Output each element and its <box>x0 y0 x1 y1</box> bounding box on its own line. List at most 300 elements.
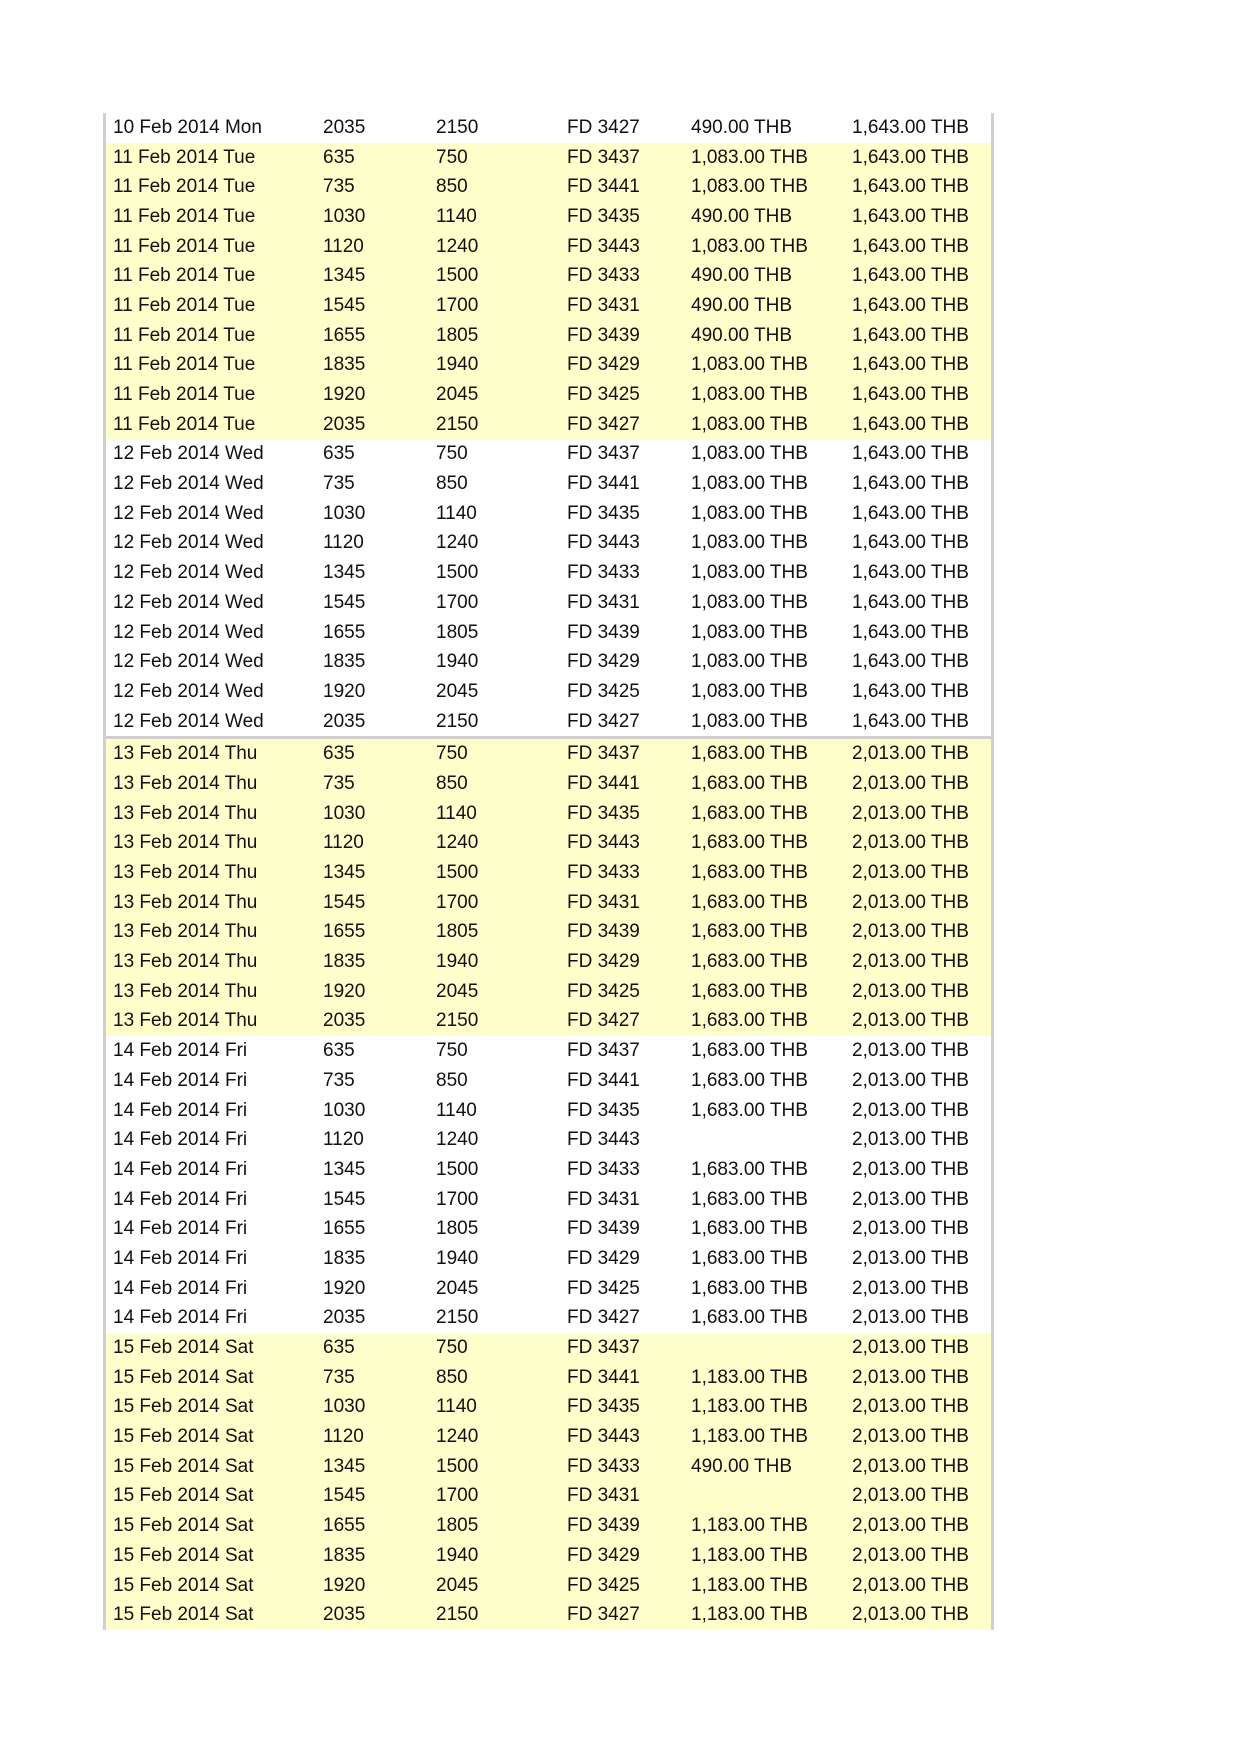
table-row <box>106 291 991 321</box>
fare-cell: 1,083.00 THB <box>691 146 808 168</box>
date-cell: 12 Feb 2014 Wed <box>113 532 264 554</box>
date-cell: 15 Feb 2014 Sat <box>113 1515 254 1537</box>
table-row <box>106 1571 991 1601</box>
table-row <box>106 588 991 618</box>
fare-cell: 1,083.00 THB <box>691 591 808 613</box>
table-row <box>106 499 991 529</box>
table-row <box>106 1155 991 1185</box>
fare-cell: 490.00 THB <box>691 265 793 287</box>
arrival-cell: 1805 <box>436 1218 479 1240</box>
full-fare-cell: 1,643.00 THB <box>852 176 969 198</box>
fare-cell: 1,083.00 THB <box>691 235 808 257</box>
table-row <box>106 172 991 202</box>
full-fare-cell: 2,013.00 THB <box>852 1307 969 1329</box>
table-row <box>106 1066 991 1096</box>
arrival-cell: 1240 <box>436 832 479 854</box>
departure-cell: 1345 <box>323 1158 366 1180</box>
flight-number-cell: FD 3431 <box>567 294 640 316</box>
table-row <box>106 888 991 918</box>
date-cell: 15 Feb 2014 Sat <box>113 1455 254 1477</box>
arrival-cell: 1500 <box>436 562 479 584</box>
departure-cell: 1120 <box>323 532 364 554</box>
full-fare-cell: 2,013.00 THB <box>852 1247 969 1269</box>
departure-cell: 2035 <box>323 1604 366 1626</box>
fare-cell: 1,683.00 THB <box>691 802 808 824</box>
full-fare-cell: 2,013.00 THB <box>852 802 969 824</box>
flight-number-cell: FD 3429 <box>567 1247 640 1269</box>
full-fare-cell: 1,643.00 THB <box>852 324 969 346</box>
date-cell: 11 Feb 2014 Tue <box>113 235 256 257</box>
full-fare-cell: 1,643.00 THB <box>852 116 969 138</box>
flight-number-cell: FD 3429 <box>567 354 640 376</box>
fare-cell: 1,683.00 THB <box>691 1099 808 1121</box>
date-cell: 12 Feb 2014 Wed <box>113 562 264 584</box>
table-row <box>106 529 991 559</box>
departure-cell: 1835 <box>323 951 366 973</box>
departure-cell: 1835 <box>323 1247 366 1269</box>
full-fare-cell: 1,643.00 THB <box>852 651 969 673</box>
flight-number-cell: FD 3441 <box>567 772 640 794</box>
departure-cell: 1920 <box>323 980 366 1002</box>
departure-cell: 635 <box>323 146 355 168</box>
flight-number-cell: FD 3425 <box>567 1574 640 1596</box>
full-fare-cell: 2,013.00 THB <box>852 1040 969 1062</box>
departure-cell: 1920 <box>323 680 366 702</box>
fare-cell: 1,083.00 THB <box>691 680 808 702</box>
date-cell: 13 Feb 2014 Thu <box>113 743 258 765</box>
departure-cell: 1120 <box>323 832 364 854</box>
date-cell: 14 Feb 2014 Fri <box>113 1099 248 1121</box>
table-row <box>106 1125 991 1155</box>
arrival-cell: 1140 <box>436 502 477 524</box>
fare-cell: 1,683.00 THB <box>691 1010 808 1032</box>
departure-cell: 735 <box>323 1069 355 1091</box>
arrival-cell: 1240 <box>436 532 479 554</box>
full-fare-cell: 1,643.00 THB <box>852 294 969 316</box>
flight-number-cell: FD 3433 <box>567 1158 640 1180</box>
date-cell: 14 Feb 2014 Fri <box>113 1188 248 1210</box>
table-row <box>106 1244 991 1274</box>
fare-cell: 1,683.00 THB <box>691 743 808 765</box>
arrival-cell: 2150 <box>436 413 479 435</box>
full-fare-cell: 1,643.00 THB <box>852 680 969 702</box>
arrival-cell: 2150 <box>436 1604 479 1626</box>
flight-number-cell: FD 3443 <box>567 1129 640 1151</box>
flight-number-cell: FD 3425 <box>567 384 640 406</box>
table-row <box>106 1600 991 1630</box>
date-cell: 12 Feb 2014 Wed <box>113 680 264 702</box>
date-cell: 11 Feb 2014 Tue <box>113 384 256 406</box>
date-cell: 14 Feb 2014 Fri <box>113 1277 248 1299</box>
fare-cell: 1,683.00 THB <box>691 891 808 913</box>
fare-cell: 1,683.00 THB <box>691 772 808 794</box>
flight-number-cell: FD 3441 <box>567 176 640 198</box>
fare-cell: 1,183.00 THB <box>691 1544 808 1566</box>
departure-cell: 1655 <box>323 621 366 643</box>
flight-number-cell: FD 3427 <box>567 710 640 732</box>
flight-number-cell: FD 3443 <box>567 532 640 554</box>
arrival-cell: 850 <box>436 473 468 495</box>
fare-cell: 1,083.00 THB <box>691 562 808 584</box>
full-fare-cell: 1,643.00 THB <box>852 621 969 643</box>
fare-cell: 1,683.00 THB <box>691 921 808 943</box>
flight-number-cell: FD 3427 <box>567 1010 640 1032</box>
date-cell: 14 Feb 2014 Fri <box>113 1069 248 1091</box>
full-fare-cell: 2,013.00 THB <box>852 1396 969 1418</box>
fare-cell: 490.00 THB <box>691 116 793 138</box>
departure-cell: 2035 <box>323 1010 366 1032</box>
flight-number-cell: FD 3437 <box>567 443 640 465</box>
flight-number-cell: FD 3437 <box>567 743 640 765</box>
arrival-cell: 750 <box>436 743 468 765</box>
flight-number-cell: FD 3441 <box>567 473 640 495</box>
arrival-cell: 1240 <box>436 235 479 257</box>
departure-cell: 1120 <box>323 1129 364 1151</box>
date-cell: 15 Feb 2014 Sat <box>113 1366 254 1388</box>
flight-number-cell: FD 3425 <box>567 1277 640 1299</box>
departure-cell: 2035 <box>323 413 366 435</box>
arrival-cell: 1940 <box>436 354 479 376</box>
full-fare-cell: 2,013.00 THB <box>852 1337 969 1359</box>
arrival-cell: 1700 <box>436 891 479 913</box>
table-row <box>106 918 991 948</box>
table-row <box>106 1007 991 1037</box>
arrival-cell: 1140 <box>436 205 477 227</box>
flight-number-cell: FD 3443 <box>567 832 640 854</box>
arrival-cell: 1240 <box>436 1426 479 1448</box>
date-cell: 10 Feb 2014 Mon <box>113 116 262 138</box>
table-row <box>106 1452 991 1482</box>
fare-cell: 490.00 THB <box>691 205 793 227</box>
fare-cell: 1,083.00 THB <box>691 532 808 554</box>
date-cell: 14 Feb 2014 Fri <box>113 1247 248 1269</box>
date-cell: 15 Feb 2014 Sat <box>113 1544 254 1566</box>
table-row <box>106 321 991 351</box>
date-cell: 14 Feb 2014 Fri <box>113 1158 248 1180</box>
date-cell: 15 Feb 2014 Sat <box>113 1574 254 1596</box>
arrival-cell: 2150 <box>436 710 479 732</box>
fare-cell: 1,083.00 THB <box>691 443 808 465</box>
flight-number-cell: FD 3431 <box>567 1485 640 1507</box>
full-fare-cell: 2,013.00 THB <box>852 1544 969 1566</box>
fare-cell: 1,183.00 THB <box>691 1574 808 1596</box>
departure-cell: 635 <box>323 443 355 465</box>
date-cell: 11 Feb 2014 Tue <box>113 413 256 435</box>
departure-cell: 1920 <box>323 1574 366 1596</box>
full-fare-cell: 2,013.00 THB <box>852 1366 969 1388</box>
date-cell: 13 Feb 2014 Thu <box>113 1010 258 1032</box>
arrival-cell: 1140 <box>436 1099 477 1121</box>
departure-cell: 1545 <box>323 891 366 913</box>
fare-cell: 1,083.00 THB <box>691 413 808 435</box>
full-fare-cell: 2,013.00 THB <box>852 1188 969 1210</box>
arrival-cell: 1140 <box>436 1396 477 1418</box>
full-fare-cell: 1,643.00 THB <box>852 235 969 257</box>
departure-cell: 1545 <box>323 1485 366 1507</box>
fare-cell: 1,183.00 THB <box>691 1604 808 1626</box>
flight-number-cell: FD 3439 <box>567 1218 640 1240</box>
date-cell: 13 Feb 2014 Thu <box>113 832 258 854</box>
fare-cell: 1,683.00 THB <box>691 862 808 884</box>
date-cell: 12 Feb 2014 Wed <box>113 502 264 524</box>
flight-number-cell: FD 3425 <box>567 980 640 1002</box>
flight-number-cell: FD 3435 <box>567 502 640 524</box>
departure-cell: 1030 <box>323 502 366 524</box>
arrival-cell: 2150 <box>436 1307 479 1329</box>
departure-cell: 1120 <box>323 1426 364 1448</box>
table-row <box>106 1096 991 1126</box>
arrival-cell: 1940 <box>436 1544 479 1566</box>
flight-number-cell: FD 3443 <box>567 235 640 257</box>
fare-cell: 1,683.00 THB <box>691 980 808 1002</box>
full-fare-cell: 1,643.00 THB <box>852 473 969 495</box>
arrival-cell: 850 <box>436 772 468 794</box>
full-fare-cell: 2,013.00 THB <box>852 951 969 973</box>
date-cell: 11 Feb 2014 Tue <box>113 176 256 198</box>
flight-number-cell: FD 3435 <box>567 1396 640 1418</box>
departure-cell: 735 <box>323 772 355 794</box>
flight-number-cell: FD 3441 <box>567 1366 640 1388</box>
table-row <box>106 1541 991 1571</box>
flight-number-cell: FD 3443 <box>567 1426 640 1448</box>
date-cell: 11 Feb 2014 Tue <box>113 205 256 227</box>
departure-cell: 1345 <box>323 562 366 584</box>
date-cell: 12 Feb 2014 Wed <box>113 651 264 673</box>
date-cell: 15 Feb 2014 Sat <box>113 1604 254 1626</box>
departure-cell: 1920 <box>323 1277 366 1299</box>
flight-number-cell: FD 3439 <box>567 1515 640 1537</box>
date-cell: 12 Feb 2014 Wed <box>113 710 264 732</box>
full-fare-cell: 2,013.00 THB <box>852 862 969 884</box>
table-row <box>106 202 991 232</box>
fare-cell: 1,183.00 THB <box>691 1396 808 1418</box>
departure-cell: 1655 <box>323 1515 366 1537</box>
flight-number-cell: FD 3427 <box>567 1307 640 1329</box>
departure-cell: 2035 <box>323 1307 366 1329</box>
full-fare-cell: 2,013.00 THB <box>852 1218 969 1240</box>
fare-cell: 1,083.00 THB <box>691 354 808 376</box>
flight-number-cell: FD 3437 <box>567 1040 640 1062</box>
table-row <box>106 410 991 440</box>
table-row <box>106 380 991 410</box>
fare-cell: 1,083.00 THB <box>691 621 808 643</box>
flight-number-cell: FD 3433 <box>567 1455 640 1477</box>
flight-number-cell: FD 3433 <box>567 562 640 584</box>
full-fare-cell: 1,643.00 THB <box>852 146 969 168</box>
departure-cell: 1030 <box>323 205 366 227</box>
table-row <box>106 799 991 829</box>
fare-cell: 1,183.00 THB <box>691 1426 808 1448</box>
fare-cell: 1,683.00 THB <box>691 1188 808 1210</box>
full-fare-cell: 1,643.00 THB <box>852 710 969 732</box>
fare-cell: 490.00 THB <box>691 1455 793 1477</box>
full-fare-cell: 2,013.00 THB <box>852 1099 969 1121</box>
date-cell: 15 Feb 2014 Sat <box>113 1426 254 1448</box>
flight-number-cell: FD 3427 <box>567 116 640 138</box>
full-fare-cell: 1,643.00 THB <box>852 443 969 465</box>
full-fare-cell: 2,013.00 THB <box>852 1574 969 1596</box>
table-row <box>106 977 991 1007</box>
flight-number-cell: FD 3435 <box>567 1099 640 1121</box>
fare-cell: 1,683.00 THB <box>691 1158 808 1180</box>
full-fare-cell: 1,643.00 THB <box>852 591 969 613</box>
date-cell: 12 Feb 2014 Wed <box>113 443 264 465</box>
full-fare-cell: 2,013.00 THB <box>852 1277 969 1299</box>
fare-cell: 1,683.00 THB <box>691 1069 808 1091</box>
arrival-cell: 2045 <box>436 384 479 406</box>
departure-cell: 1655 <box>323 921 366 943</box>
flight-number-cell: FD 3439 <box>567 921 640 943</box>
arrival-cell: 1805 <box>436 1515 479 1537</box>
full-fare-cell: 2,013.00 THB <box>852 1515 969 1537</box>
fare-cell: 1,083.00 THB <box>691 651 808 673</box>
full-fare-cell: 1,643.00 THB <box>852 354 969 376</box>
full-fare-cell: 1,643.00 THB <box>852 205 969 227</box>
flight-number-cell: FD 3435 <box>567 205 640 227</box>
table-row <box>106 769 991 799</box>
arrival-cell: 1805 <box>436 324 479 346</box>
flight-number-cell: FD 3433 <box>567 862 640 884</box>
arrival-cell: 1805 <box>436 921 479 943</box>
arrival-cell: 750 <box>436 1040 468 1062</box>
arrival-cell: 2150 <box>436 116 479 138</box>
arrival-cell: 750 <box>436 443 468 465</box>
table-row <box>106 113 991 143</box>
date-cell: 14 Feb 2014 Fri <box>113 1040 248 1062</box>
table-row <box>106 1274 991 1304</box>
fare-cell: 1,083.00 THB <box>691 176 808 198</box>
flight-number-cell: FD 3431 <box>567 891 640 913</box>
date-cell: 11 Feb 2014 Tue <box>113 265 256 287</box>
flight-number-cell: FD 3431 <box>567 591 640 613</box>
flight-number-cell: FD 3437 <box>567 146 640 168</box>
fare-cell: 1,083.00 THB <box>691 473 808 495</box>
departure-cell: 1835 <box>323 1544 366 1566</box>
fare-cell: 1,683.00 THB <box>691 1218 808 1240</box>
date-cell: 13 Feb 2014 Thu <box>113 980 258 1002</box>
table-row <box>106 440 991 470</box>
table-row <box>106 647 991 677</box>
full-fare-cell: 2,013.00 THB <box>852 832 969 854</box>
table-row <box>106 1333 991 1363</box>
table-row <box>106 351 991 381</box>
table-row <box>106 1214 991 1244</box>
date-cell: 13 Feb 2014 Thu <box>113 921 258 943</box>
table-row <box>106 1363 991 1393</box>
departure-cell: 1545 <box>323 591 366 613</box>
arrival-cell: 1700 <box>436 1188 479 1210</box>
date-cell: 14 Feb 2014 Fri <box>113 1129 248 1151</box>
full-fare-cell: 2,013.00 THB <box>852 1129 969 1151</box>
date-cell: 14 Feb 2014 Fri <box>113 1218 248 1240</box>
flight-number-cell: FD 3437 <box>567 1337 640 1359</box>
arrival-cell: 1500 <box>436 1158 479 1180</box>
date-cell: 13 Feb 2014 Thu <box>113 891 258 913</box>
table-row <box>106 1304 991 1334</box>
date-cell: 13 Feb 2014 Thu <box>113 951 258 973</box>
full-fare-cell: 2,013.00 THB <box>852 1010 969 1032</box>
flight-number-cell: FD 3433 <box>567 265 640 287</box>
fare-cell: 1,083.00 THB <box>691 710 808 732</box>
full-fare-cell: 2,013.00 THB <box>852 1069 969 1091</box>
date-cell: 11 Feb 2014 Tue <box>113 294 256 316</box>
date-cell: 13 Feb 2014 Thu <box>113 862 258 884</box>
arrival-cell: 1140 <box>436 802 477 824</box>
flight-number-cell: FD 3429 <box>567 1544 640 1566</box>
fare-cell: 490.00 THB <box>691 294 793 316</box>
fare-table <box>103 113 994 1630</box>
fare-cell: 1,683.00 THB <box>691 832 808 854</box>
full-fare-cell: 1,643.00 THB <box>852 413 969 435</box>
arrival-cell: 2045 <box>436 980 479 1002</box>
date-cell: 13 Feb 2014 Thu <box>113 802 258 824</box>
fare-cell: 1,083.00 THB <box>691 502 808 524</box>
table-row <box>106 947 991 977</box>
arrival-cell: 1240 <box>436 1129 479 1151</box>
flight-number-cell: FD 3441 <box>567 1069 640 1091</box>
date-cell: 15 Feb 2014 Sat <box>113 1396 254 1418</box>
arrival-cell: 750 <box>436 146 468 168</box>
table-row <box>106 143 991 173</box>
arrival-cell: 1940 <box>436 651 479 673</box>
departure-cell: 735 <box>323 473 355 495</box>
flight-number-cell: FD 3431 <box>567 1188 640 1210</box>
table-row <box>106 1185 991 1215</box>
departure-cell: 735 <box>323 176 355 198</box>
date-cell: 15 Feb 2014 Sat <box>113 1337 254 1359</box>
table-row <box>106 707 991 737</box>
arrival-cell: 1805 <box>436 621 479 643</box>
fare-cell: 490.00 THB <box>691 324 793 346</box>
date-cell: 13 Feb 2014 Thu <box>113 772 258 794</box>
arrival-cell: 1940 <box>436 1247 479 1269</box>
full-fare-cell: 2,013.00 THB <box>852 980 969 1002</box>
flight-number-cell: FD 3427 <box>567 1604 640 1626</box>
full-fare-cell: 2,013.00 THB <box>852 1158 969 1180</box>
departure-cell: 1030 <box>323 802 366 824</box>
departure-cell: 1835 <box>323 354 366 376</box>
full-fare-cell: 2,013.00 THB <box>852 891 969 913</box>
arrival-cell: 850 <box>436 176 468 198</box>
date-cell: 11 Feb 2014 Tue <box>113 146 256 168</box>
date-cell: 12 Feb 2014 Wed <box>113 591 264 613</box>
full-fare-cell: 1,643.00 THB <box>852 384 969 406</box>
departure-cell: 1655 <box>323 1218 366 1240</box>
full-fare-cell: 2,013.00 THB <box>852 772 969 794</box>
table-row <box>106 618 991 648</box>
flight-number-cell: FD 3439 <box>567 324 640 346</box>
departure-cell: 2035 <box>323 116 366 138</box>
full-fare-cell: 2,013.00 THB <box>852 921 969 943</box>
date-cell: 15 Feb 2014 Sat <box>113 1485 254 1507</box>
full-fare-cell: 2,013.00 THB <box>852 1426 969 1448</box>
departure-cell: 1920 <box>323 384 366 406</box>
fare-cell: 1,183.00 THB <box>691 1515 808 1537</box>
departure-cell: 635 <box>323 1337 355 1359</box>
table-row <box>106 558 991 588</box>
departure-cell: 735 <box>323 1366 355 1388</box>
arrival-cell: 2045 <box>436 680 479 702</box>
fare-cell: 1,183.00 THB <box>691 1366 808 1388</box>
table-row <box>106 858 991 888</box>
departure-cell: 1545 <box>323 294 366 316</box>
flight-number-cell: FD 3427 <box>567 413 640 435</box>
arrival-cell: 1700 <box>436 591 479 613</box>
table-row <box>106 1036 991 1066</box>
fare-cell: 1,683.00 THB <box>691 1040 808 1062</box>
arrival-cell: 1500 <box>436 1455 479 1477</box>
arrival-cell: 1500 <box>436 862 479 884</box>
